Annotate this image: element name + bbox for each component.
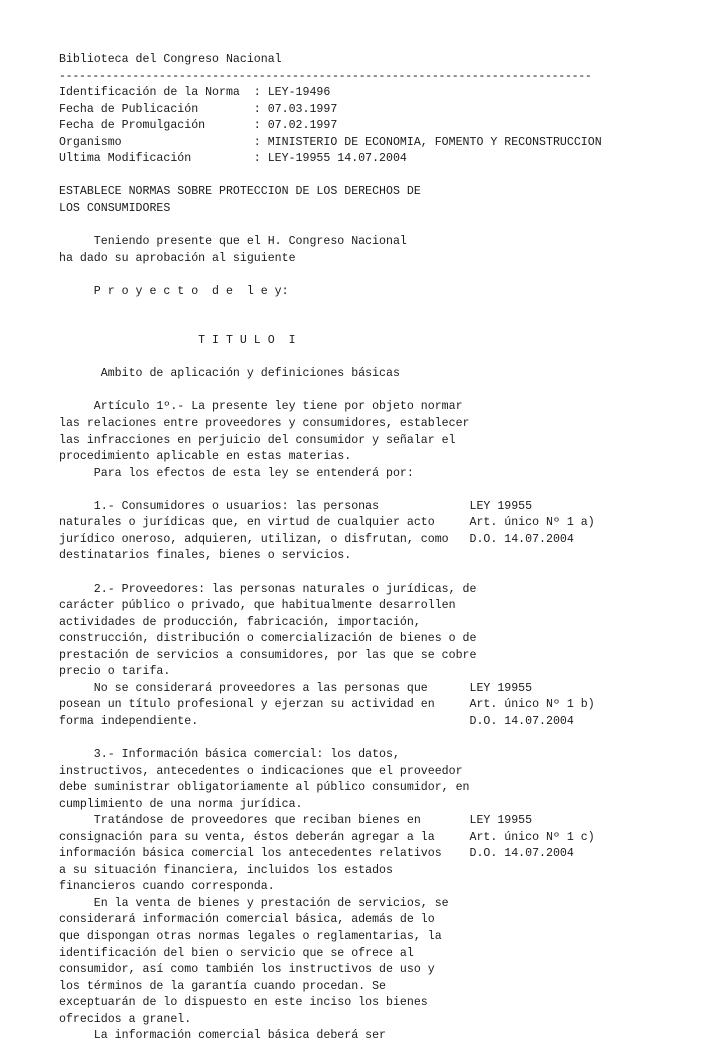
blank-line	[59, 565, 719, 582]
body-line: destinatarios finales, bienes o servicios.	[59, 549, 352, 563]
project-heading: P r o y e c t o d e l e y:	[59, 284, 289, 298]
meta-publication-date: Fecha de Publicación : 07.03.1997	[59, 102, 338, 116]
body-line: exceptuarán de lo dispuesto en este inciso los bienes	[59, 996, 428, 1010]
body-line: financieros cuando corresponda.	[59, 880, 275, 894]
body-line: procedimiento aplicable en estas materias.	[59, 450, 352, 464]
body-line-with-note: información básica comercial los antecedentes relativos D.O. 14.07.2004	[59, 847, 574, 861]
blank-line	[59, 730, 719, 747]
section-heading: Ambito de aplicación y definiciones básicas	[59, 367, 400, 381]
law-title-line: LOS CONSUMIDORES	[59, 201, 171, 215]
body-line: ofrecidos a granel.	[59, 1012, 192, 1026]
body-line: las infracciones en perjuicio del consumidor y señalar el	[59, 433, 456, 447]
law-title-line: ESTABLECE NORMAS SOBRE PROTECCION DE LOS DERECHOS DE	[59, 185, 421, 199]
body-line: las relaciones entre proveedores y consumidores, establecer	[59, 417, 470, 431]
body-line: Para los efectos de esta ley se entenderá por:	[59, 466, 414, 480]
library-header: Biblioteca del Congreso Nacional	[59, 53, 282, 66]
blank-line	[59, 300, 719, 317]
body-line: 2.- Proveedores: las personas naturales o jurídicas, de	[59, 582, 477, 596]
body-line: La información comercial básica deberá ser	[59, 1029, 386, 1043]
body-line: actividades de producción, fabricación, importación,	[59, 615, 421, 629]
body-line: prestación de servicios a consumidores, por las que se cobre	[59, 648, 477, 662]
blank-line	[59, 482, 719, 499]
body-line: construcción, distribución o comercialización de bienes o de	[59, 632, 477, 646]
body-line-with-note: consignación para su venta, éstos deberán agregar a la Art. único Nº 1 c)	[59, 830, 595, 844]
body-line-with-note: naturales o jurídicas que, en virtud de cualquier acto Art. único Nº 1 a)	[59, 516, 595, 530]
blank-line	[59, 383, 719, 400]
document-page	[59, 52, 719, 1045]
body-line: carácter público o privado, que habitualmente desarrollen	[59, 599, 456, 613]
blank-line	[59, 317, 719, 334]
body-line: cumplimiento de una norma jurídica.	[59, 797, 303, 811]
preamble-line: Teniendo presente que el H. Congreso Nacional	[59, 235, 407, 249]
body-line-with-note: jurídico oneroso, adquieren, utilizan, o disfrutan, como D.O. 14.07.2004	[59, 532, 574, 546]
body-line: a su situación financiera, incluidos los estados	[59, 863, 393, 877]
body-line: los términos de la garantía cuando procedan. Se	[59, 979, 386, 993]
blank-line	[59, 350, 719, 367]
meta-norm-id: Identificación de la Norma : LEY-19496	[59, 86, 331, 100]
preamble-line: ha dado su aprobación al siguiente	[59, 251, 296, 265]
blank-line	[59, 267, 719, 284]
body-line: identificación del bien o servicio que se ofrece al	[59, 946, 414, 960]
title-heading: T I T U L O I	[59, 334, 296, 348]
meta-last-modification: Ultima Modificación : LEY-19955 14.07.2004	[59, 152, 407, 166]
body-line: que dispongan otras normas legales o reglamentarias, la	[59, 929, 442, 943]
blank-line	[59, 217, 719, 234]
body-line: consumidor, así como también los instructivos de uso y	[59, 963, 435, 977]
body-line: En la venta de bienes y prestación de servicios, se	[59, 896, 449, 910]
body-line-with-note: 1.- Consumidores o usuarios: las personas LEY 19955	[59, 499, 533, 513]
body-line: considerará información comercial básica, además de lo	[59, 913, 435, 927]
body-line-with-note: posean un título profesional y ejerzan su actividad en Art. único Nº 1 b)	[59, 698, 595, 712]
body-line: Artículo 1º.- La presente ley tiene por objeto normar	[59, 400, 463, 414]
body-line: instructivos, antecedentes o indicaciones que el proveedor	[59, 764, 463, 778]
meta-promulgation-date: Fecha de Promulgación : 07.02.1997	[59, 119, 338, 133]
meta-organism: Organismo : MINISTERIO DE ECONOMIA, FOMENTO Y RECONSTRUCCION	[59, 135, 602, 149]
body-line: 3.- Información básica comercial: los datos,	[59, 747, 400, 761]
body-line-with-note: No se considerará proveedores a las personas que LEY 19955	[59, 681, 533, 695]
body-line-with-note: Tratándose de proveedores que reciban bienes en LEY 19955	[59, 814, 533, 828]
body-line: precio o tarifa.	[59, 665, 171, 679]
body-line: debe suministrar obligatoriamente al público consumidor, en	[59, 781, 470, 795]
blank-line	[59, 168, 719, 185]
body-line-with-note: forma independiente. D.O. 14.07.2004	[59, 714, 574, 728]
separator-line: --------------------------------------------------------------------------------	[59, 69, 592, 83]
